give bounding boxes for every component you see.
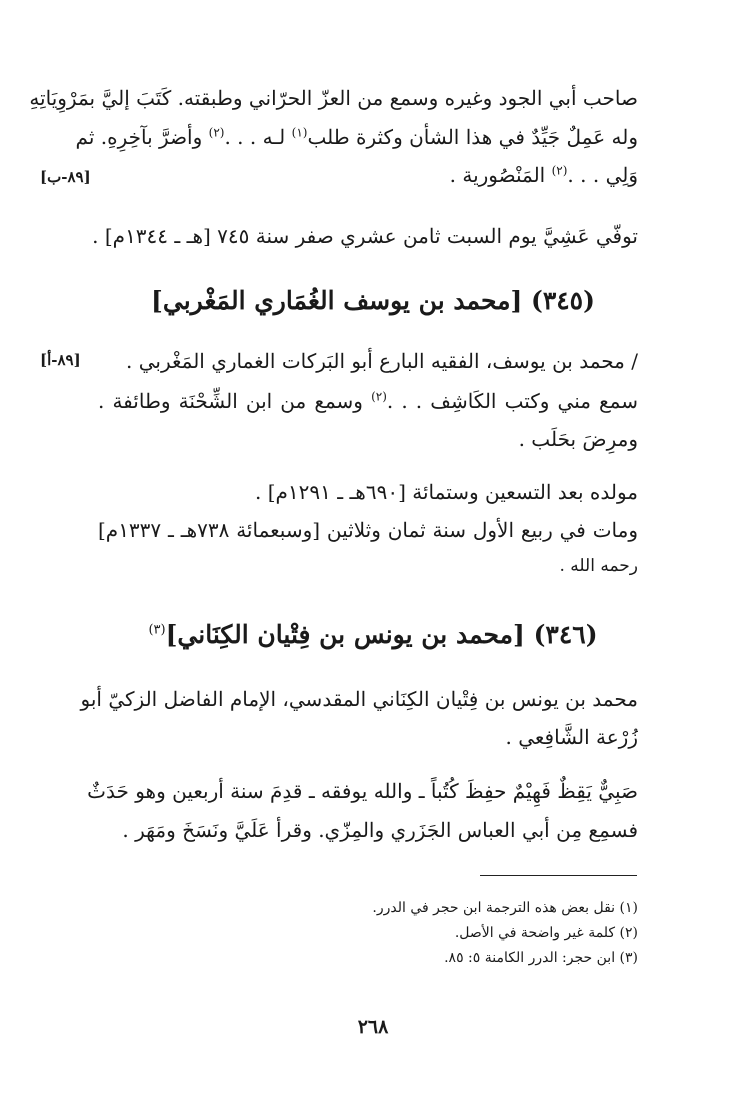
previous-entry-line-2-part-b: لـه . . . (224, 125, 286, 149)
previous-entry-death-line: توفّي عَشِيَّ يوم السبت ثامن عشري صفر سنة ٧٤٥ [هـ ـ ١٣٤٤م] . (92, 224, 638, 248)
entry-346-heading (0, 617, 746, 653)
footnote-marker: (٢) (208, 125, 225, 140)
previous-entry-line-2 (75, 122, 638, 152)
entry-346-line-4: فسمِع مِن أبي العباس الجَزَري والمِزّي. وقرأ عَلَيَّ ونَسَخَ ومَهَر . (122, 818, 638, 842)
entry-346-line-3: صَبِيٌّ يَقِظٌ فَهِيْمٌ حفِظَ كُتُباً ـ والله يوفقه ـ قدِمَ سنة أربعين وهو حَدَثٌ (87, 779, 638, 803)
margin-folio-note: [٨٩-أ] (40, 351, 81, 369)
entry-345-line-2-part-b: وسمع من ابن الشِّحْنَة وطائفة . (98, 389, 363, 413)
entry-345-birth-line: مولده بعد التسعين وستمائة [٦٩٠هـ ـ ١٢٩١م] . (255, 480, 638, 504)
previous-entry-line-3-part-a: وَلِي . . . (567, 163, 638, 187)
entry-346-line-1: محمد بن يونس بن فِتْيان الكِنَاني المقدسي، الإمام الفاضل الزكيّ أبو (80, 687, 638, 711)
previous-entry-line-1: صاحب أبي الجود وغيره وسمع من العزّ الحرّاني وطبقته. كَتَبَ إليَّ بمَرْوِيَاتِهِ (29, 86, 638, 110)
entry-346-line-2: زُرْعة الشَّافِعي . (505, 725, 638, 749)
entry-345-line-2 (98, 386, 638, 416)
entry-345-heading: (٣٤٥) [محمد بن يوسف الغُمَاري المَغْربي] (151, 286, 595, 315)
entry-345-line-1: / محمد بن يوسف، الفقيه البارع أبو البَركات الغماري المَغْربي . (126, 349, 638, 373)
entry-345-line-2-part-a: سمع مني وكتب الكَاشِف . . . (386, 389, 638, 413)
entry-345-death-line: ومات في ربيع الأول سنة ثمان وثلاثين [وسبعمائة ٧٣٨هـ ـ ١٣٣٧م] (98, 518, 638, 542)
entry-345-line-3: ومرِضَ بحَلَب . (518, 427, 638, 451)
footnote-marker: (٢) (371, 389, 387, 404)
footnote-separator (480, 875, 637, 876)
previous-entry-line-3 (98, 160, 638, 190)
page-number: ٢٦٨ (357, 1016, 389, 1038)
entry-345-blessing: رحمه الله . (559, 556, 638, 576)
footnote-marker: (٢) (551, 163, 568, 178)
previous-entry-line-3-part-b: المَنْصُورية . (449, 163, 546, 187)
footnote-marker: (١) (291, 125, 308, 140)
margin-folio-note: [٨٩-ب] (40, 168, 91, 186)
footnote-1: (١) نقل بعض هذه الترجمة ابن حجر في الدرر. (372, 900, 638, 916)
footnote-3: (٣) ابن حجر: الدرر الكامنة ٥: ٨٥. (444, 950, 638, 966)
previous-entry-line-2-part-c: وأضرَّ بآخِرِهِ. ثم (75, 125, 203, 149)
previous-entry-line-2-part-a: وله عَمِلٌ جَيِّدٌ في هذا الشأن وكثرة طلب (307, 125, 638, 149)
footnote-marker: (٣) (148, 622, 166, 638)
footnote-2: (٢) كلمة غير واضحة في الأصل. (454, 925, 638, 941)
entry-346-heading-text: (٣٤٦) [محمد بن يونس بن فِتْيان الكِنَاني] (165, 620, 598, 649)
